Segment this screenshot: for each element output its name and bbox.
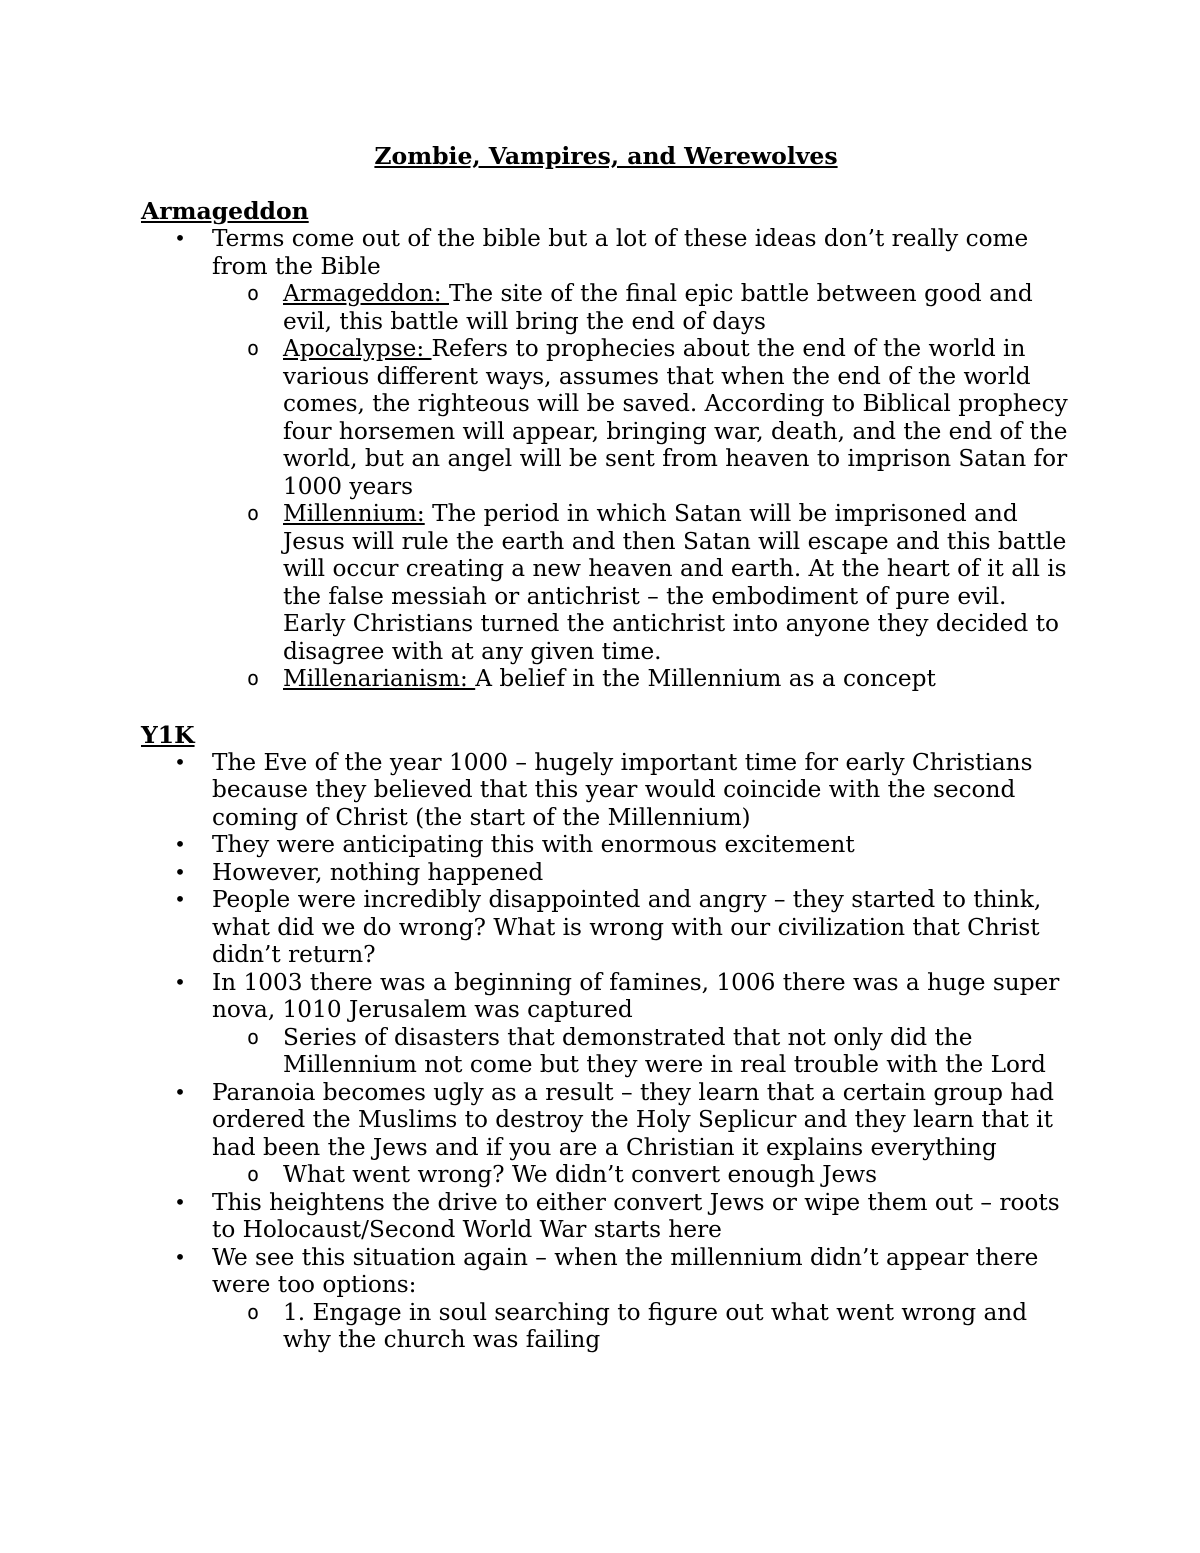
term-definition: The period in which Satan will be imprisoned and Jesus will rule the earth and then Satan will escape and this battle will occur creating a new heaven and earth. At the heart of it all is the false messiah or antichrist – the embodiment of pure evil. Early Christians turned the antichrist into anyone they decided to disagree with at any given time. [283,500,1067,665]
sub-bullet-list [212,280,1071,693]
circle-bullet-icon: o [247,1024,260,1049]
term-definition: Refers to prophecies about the end of the world in various different ways, assumes that when the end of the world comes, the righteous will be saved. According to Biblical prophecy four horsemen will appear, bringing war, death, and the end of the world, but an angel will be sent from heaven to imprison Satan for 1000 years [283,335,1068,500]
sub-list-item [141,1024,1071,1079]
sub-list-item [141,665,1071,693]
term-label: Apocalypse: [283,335,432,362]
sub-bullet-list [212,1299,1071,1354]
list-item-text: People were incredibly disappointed and angry – they started to think, what did we do wrong? What is wrong with our civilization that Christ didn’t return? [212,886,1042,968]
sub-bullet-list [212,1024,1071,1079]
list-item-text: This heightens the drive to either convert Jews or wipe them out – roots to Holocaust/Second World War starts here [212,1188,1060,1243]
circle-bullet-icon: o [247,1162,260,1186]
list-item-text: They were anticipating this with enormous excitement [212,831,855,858]
section-armageddon [141,197,1071,693]
term-label: Armageddon: [283,280,449,307]
list-item [141,886,1071,969]
list-item-text: In 1003 there was a beginning of famines, 1006 there was a huge super nova, 1010 Jerusalem was captured [212,968,1060,1023]
list-item [141,831,1071,859]
sub-list-item-text: 1. Engage in soul searching to figure out what went wrong and why the church was failing [283,1298,1028,1353]
term-label: Millennium: [283,500,425,527]
bullet-list [141,749,1071,1354]
list-item [141,1079,1071,1189]
bullet-icon: • [174,969,186,994]
list-item-text: Terms come out of the bible but a lot of these ideas don’t really come from the Bible [212,225,1029,280]
bullet-icon: • [174,1244,186,1269]
section-heading: Y1K [141,720,195,749]
term-label: Millenarianism: [283,665,476,692]
circle-bullet-icon: o [247,281,260,305]
section-y1k [141,721,1071,1354]
sub-list-item [141,280,1071,335]
list-item-text: However, nothing happened [212,858,544,886]
bullet-icon: • [174,887,186,911]
term-definition: The site of the final epic battle between good and evil, this battle will bring the end of days [283,280,1033,335]
document-page [141,141,1071,1354]
list-item [141,1244,1071,1354]
circle-bullet-icon: o [247,666,260,690]
page-title: Zombie, Vampires, and Werewolves [374,142,838,170]
list-item [141,969,1071,1079]
sub-list-item-text: What went wrong? We didn’t convert enough Jews [283,1161,878,1188]
bullet-icon: • [174,1189,186,1214]
circle-bullet-icon: o [247,501,260,525]
list-item [141,225,1071,693]
sub-list-item [141,1161,1071,1189]
circle-bullet-icon: o [247,1299,260,1324]
list-item [141,859,1071,887]
bullet-list [141,225,1071,693]
circle-bullet-icon: o [247,336,260,360]
bullet-icon: • [174,859,186,884]
sub-list-item [141,1299,1071,1354]
sub-list-item [141,335,1071,500]
bullet-icon: • [174,832,186,856]
sub-bullet-list [212,1161,1071,1189]
list-item [141,749,1071,832]
term-definition: A belief in the Millennium as a concept [475,665,936,692]
list-item [141,1189,1071,1244]
sub-list-item-text: Series of disasters that demonstrated that not only did the Millennium not come but they were in real trouble with the Lord [283,1023,1046,1078]
list-item-text: Paranoia becomes ugly as a result – they learn that a certain group had ordered the Muslims to destroy the Holy Seplicur and they learn that it had been the Jews and if you are a Christian it explains everything [212,1078,1054,1161]
section-heading: Armageddon [141,197,309,225]
bullet-icon: • [174,1079,186,1104]
bullet-icon: • [174,226,186,250]
list-item-text: We see this situation again – when the millennium didn’t appear there were too options: [212,1243,1039,1298]
list-item-text: The Eve of the year 1000 – hugely important time for early Christians because they believed that this year would coincide with the second coming of Christ (the start of the Millennium) [212,748,1033,831]
bullet-icon: • [174,749,186,774]
sub-list-item [141,500,1071,665]
